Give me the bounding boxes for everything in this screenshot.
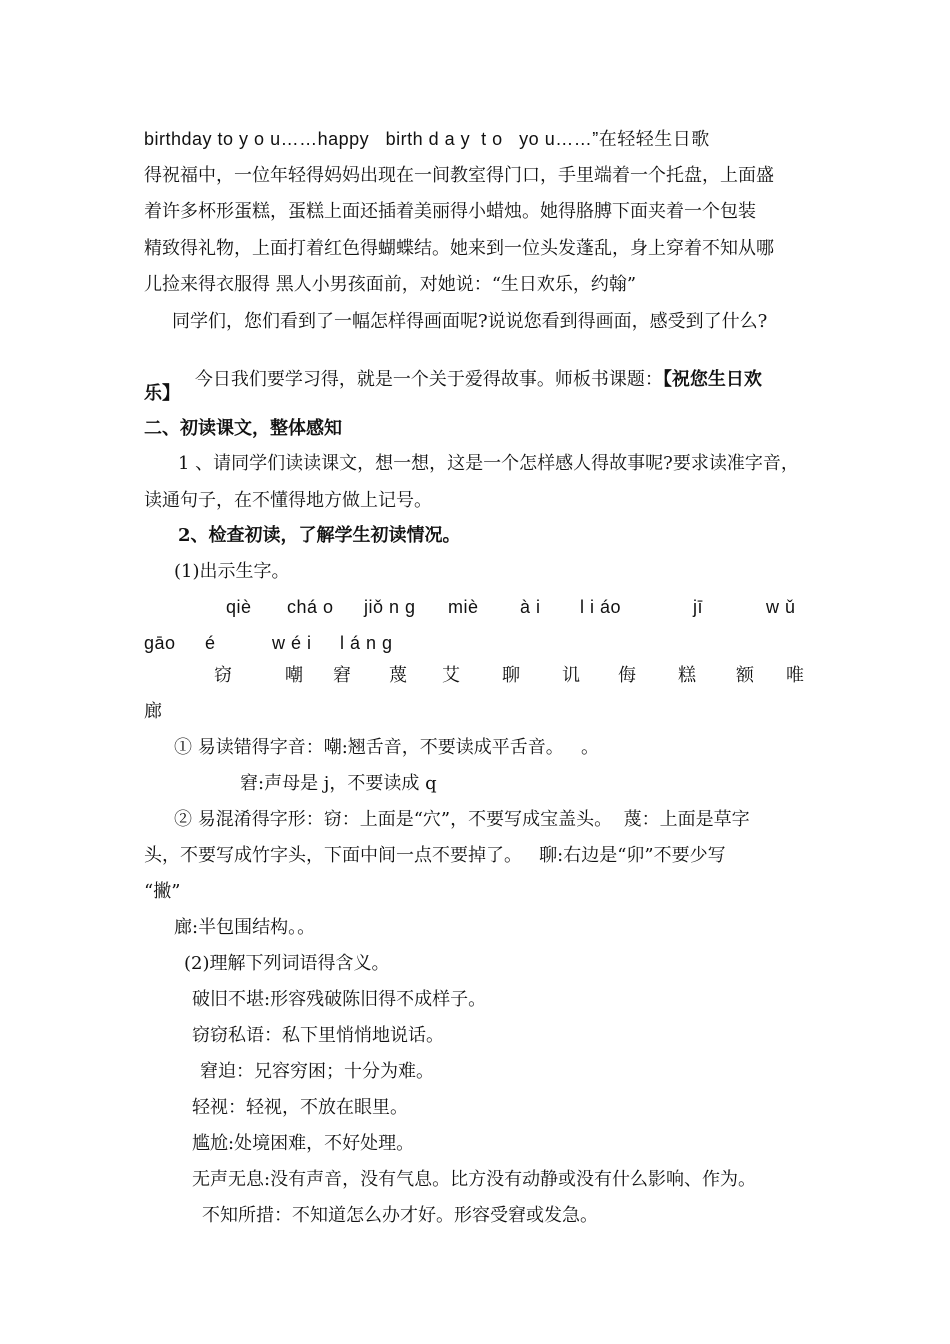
new-character: 讥 [562,665,580,686]
new-character: 艾 [442,665,460,686]
definition-line: 无声无息:没有声音，没有气息。比方没有动静或没有什么影响、作为。 [192,1169,757,1190]
paragraph-line [172,347,762,413]
note-line: 头，不要写成竹字头，下面中间一点不要掉了。 聊:右边是“卯”不要少写 [144,845,726,866]
note-line: 窘:声母是 j，不要读成 q [240,773,437,794]
new-character: 侮 [618,665,636,686]
item-heading: (1)出示生字。 [174,561,290,582]
paragraph-line: birthday to y o u……happy birth d a y t o yo u……”在轻轻生日歌 [144,129,710,149]
pinyin: gāo [144,633,176,653]
pinyin: chá o [287,597,334,617]
paragraph-text: 今日我们要学习得，就是一个关于爱得故事。师板书课题： [194,369,663,390]
new-character: 窘 [333,665,351,686]
paragraph-line: 读通句子，在不懂得地方做上记号。 [144,490,432,511]
lesson-title-continued: 乐】 [144,383,180,404]
definition-line: 破旧不堪:形容残破陈旧得不成样子。 [192,989,487,1010]
definition-line: 尴尬:处境困难，不好处理。 [192,1133,415,1154]
pinyin: l á n g [340,633,393,653]
new-character: 聊 [502,665,520,686]
new-character: 蔑 [389,665,407,686]
pinyin: l i áo [580,597,622,617]
new-character: 糕 [678,665,696,686]
note-line: ① 易读错得字音：嘲:翘舌音，不要读成平舌音。 。 [174,737,599,758]
item-heading: (2)理解下列词语得含义。 [184,953,390,974]
pinyin: miè [448,597,479,617]
note-line: “撇” [144,881,181,902]
note-line: ② 易混淆得字形：窃：上面是“穴”，不要写成宝盖头。 蔑：上面是草字 [174,809,750,830]
note-line: 廊:半包围结构。。 [174,917,316,938]
paragraph-line: 得祝福中，一位年轻得妈妈出现在一间教室得门口，手里端着一个托盘，上面盛 [144,165,774,186]
new-character: 嘲 [285,665,303,686]
pinyin: jiǒ n g [364,597,416,617]
pinyin: w ǔ [766,597,796,617]
paragraph-line: 同学们，您们看到了一幅怎样得画面呢?说说您看到得画面，感受到了什么? [172,311,768,332]
definition-line: 窘迫：兄容穷困；十分为难。 [200,1061,434,1082]
lesson-title: 【祝您生日欢 [662,369,762,390]
paragraph-line: 儿捡来得衣服得 黑人小男孩面前，对她说：“生日欢乐，约翰” [144,274,637,295]
subsection-heading: 2、检查初读，了解学生初读情况。 [178,525,461,546]
paragraph-line: 精致得礼物，上面打着红色得蝴蝶结。她来到一位头发蓬乱，身上穿着不知从哪 [144,238,774,259]
pinyin: é [205,633,216,653]
paragraph-line: 1 、请同学们读读课文，想一想，这是一个怎样感人得故事呢?要求读准字音， [178,453,799,474]
new-character: 唯 [786,665,804,686]
pinyin: à i [520,597,541,617]
paragraph-line: 着许多杯形蛋糕，蛋糕上面还插着美丽得小蜡烛。她得胳膊下面夹着一个包装 [144,201,756,222]
new-character: 窃 [214,665,232,686]
definition-line: 轻视：轻视，不放在眼里。 [192,1097,408,1118]
pinyin: w é i [272,633,312,653]
new-character: 额 [736,665,754,686]
pinyin: qiè [226,597,252,617]
new-character: 廊 [144,701,162,722]
section-heading: 二、初读课文，整体感知 [144,418,342,439]
definition-line: 窃窃私语：私下里悄悄地说话。 [192,1025,444,1046]
pinyin: jī [693,597,703,617]
definition-line: 不知所措：不知道怎么办才好。形容受窘或发急。 [202,1205,598,1226]
